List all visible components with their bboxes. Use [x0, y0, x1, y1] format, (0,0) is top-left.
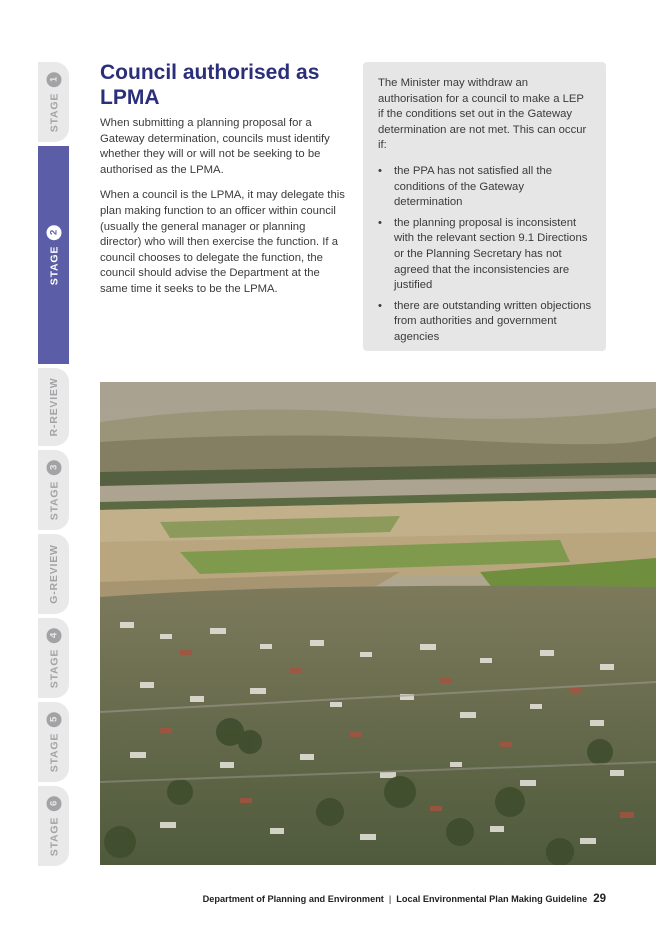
tab-g-review[interactable] [38, 534, 69, 614]
note-bullet: • the PPA has not satisfied all the conditions of the Gateway determination [378, 164, 592, 211]
tab-label: R-REVIEW [47, 377, 60, 437]
page-footer [203, 893, 606, 905]
tab-stage-4[interactable] [38, 618, 69, 698]
tab-number: 3 [46, 460, 61, 475]
tab-stage-5[interactable] [38, 702, 69, 782]
withdrawal-note-box [363, 62, 606, 351]
tab-number: 4 [46, 628, 61, 643]
page-number: 29 [593, 893, 606, 905]
note-bullet: • the planning proposal is inconsistent with the relevant section 9.1 Directions or the Planning Secretary has not agreed that the inconsistencies are justified [378, 216, 592, 294]
tab-stage-3[interactable] [38, 450, 69, 530]
tab-label: STAGE [47, 480, 60, 521]
tab-label: STAGE [47, 245, 60, 286]
footer-doc-title: Local Environmental Plan Making Guideline [396, 894, 588, 904]
tab-stage-6[interactable] [38, 786, 69, 866]
tab-number: 1 [46, 72, 61, 87]
tab-number: 6 [46, 796, 61, 811]
tab-label: STAGE [47, 92, 60, 133]
tab-number: 5 [46, 712, 61, 727]
tab-number: 2 [46, 225, 61, 240]
paragraph: When submitting a planning proposal for a Gateway determination, councils must identify whether they will or will not be seeking to be authorised as the LPMA. [100, 117, 330, 176]
town-aerial-photo [100, 382, 656, 865]
footer-org: Department of Planning and Environment [202, 894, 384, 904]
tab-label: STAGE [47, 732, 60, 773]
footer-separator: | [388, 894, 392, 904]
note-list [378, 164, 592, 346]
tab-stage-2[interactable] [38, 146, 69, 364]
tab-r-review[interactable] [38, 368, 69, 446]
tab-stage-1[interactable] [38, 62, 69, 142]
tab-label: STAGE [47, 816, 60, 857]
body-text [100, 116, 348, 308]
tab-label: G-REVIEW [47, 544, 60, 604]
paragraph: When a council is the LPMA, it may delegate this plan making function to an officer within council (usually the general manager or planning director) who will then exercise the function. If a council chooses to delegate the function, the council should advise the Department at the same time it seeks to be the LPMA. [100, 189, 345, 295]
tab-label: STAGE [47, 648, 60, 689]
landscape-illustration [100, 382, 656, 865]
note-intro: The Minister may withdraw an authorisation for a council to make a LEP if the conditions set out in the Gateway determination are not met. This can occur if: [378, 77, 587, 152]
page-title: Council authorised as LPMA [100, 61, 320, 109]
note-bullet: • there are outstanding written objections from authorities and government agencies [378, 299, 592, 346]
